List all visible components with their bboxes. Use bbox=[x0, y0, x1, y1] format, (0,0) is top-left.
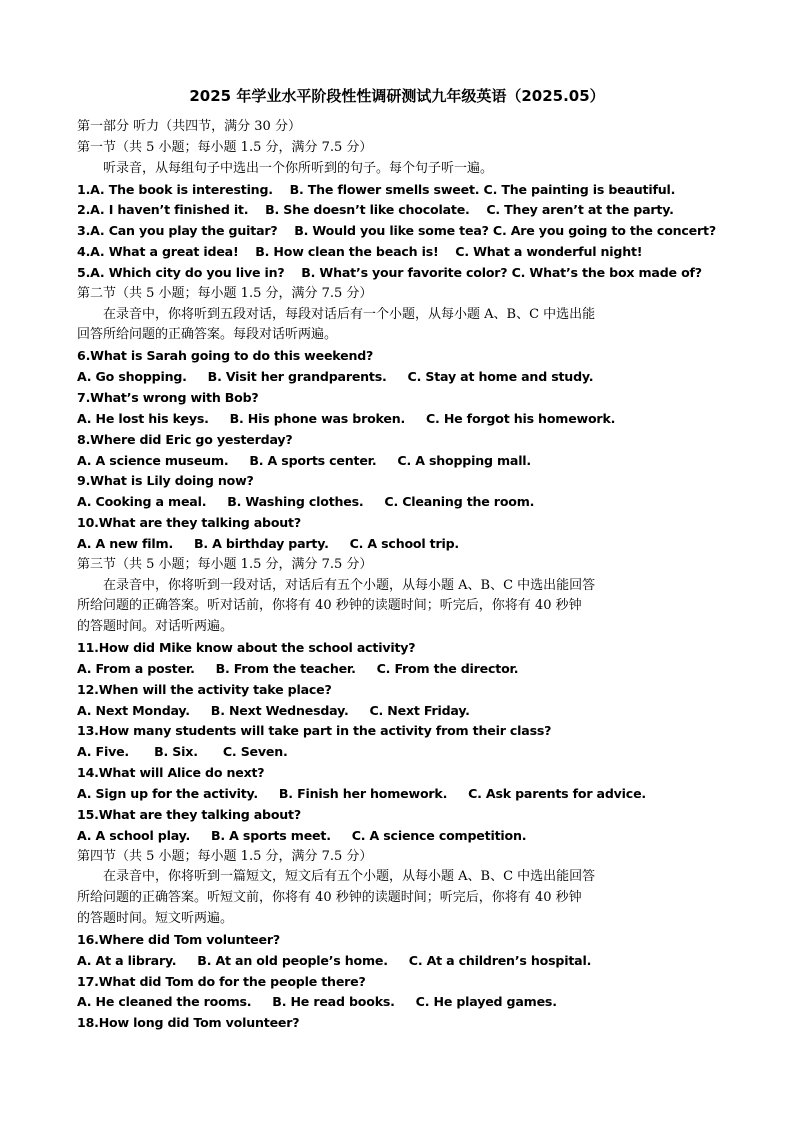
section4-instruction-line2: 所给问题的正确答案。听短文前，你将有 40 秒钟的读题时间；听完后，你将有 40 秒钟 bbox=[77, 890, 582, 906]
question-10: 10.What are they talking about? bbox=[77, 515, 301, 531]
question-7-options: A. He lost his keys. B. His phone was broken. C. He forgot his homework. bbox=[77, 410, 616, 426]
section3-instruction-line1: 在录音中，你将听到一段对话，对话后有五个小题，从每小题 A、B、C 中选出能回答 bbox=[103, 577, 596, 593]
question-14-options: A. Sign up for the activity. B. Finish her homework. C. Ask parents for advice. bbox=[77, 786, 646, 801]
item-5-options: 5.A. Which city do you live in? B. What’s your favorite color? C. What’s the box made of? bbox=[77, 264, 702, 280]
question-16-options: A. At a library. B. At an old people’s home. C. At a children’s hospital. bbox=[77, 952, 592, 968]
question-15: 15.What are they talking about? bbox=[77, 806, 301, 822]
section4-instruction-line3: 的答题时间。短文听两遍。 bbox=[77, 911, 234, 927]
question-13: 13.How many students will take part in the activity from their class? bbox=[77, 723, 552, 739]
question-17: 17.What did Tom do for the people there? bbox=[77, 973, 366, 989]
section4-instruction-line1: 在录音中，你将听到一篇短文，短文后有五个小题，从每小题 A、B、C 中选出能回答 bbox=[103, 869, 596, 885]
section2-heading: 第二节（共 5 小题；每小题 1.5 分，满分 7.5 分） bbox=[77, 285, 373, 301]
exam-content bbox=[77, 117, 720, 1034]
question-6: 6.What is Sarah going to do this weekend? bbox=[77, 348, 374, 364]
question-18: 18.How long did Tom volunteer? bbox=[77, 1015, 300, 1031]
section3-instruction-line2: 所给问题的正确答案。听对话前，你将有 40 秒钟的读题时间；听完后，你将有 40 秒钟 bbox=[77, 598, 582, 614]
question-9-options: A. Cooking a meal. B. Washing clothes. C. Cleaning the room. bbox=[77, 494, 535, 510]
section2-instruction-line1: 在录音中，你将听到五段对话，每段对话后有一个小题，从每小题 A、B、C 中选出能 bbox=[103, 306, 596, 322]
question-12-options: A. Next Monday. B. Next Wednesday. C. Next Friday. bbox=[77, 702, 470, 718]
question-8-options: A. A science museum. B. A sports center. C. A shopping mall. bbox=[77, 452, 532, 468]
question-10-options: A. A new film. B. A birthday party. C. A school trip. bbox=[77, 535, 460, 551]
question-6-options: A. Go shopping. B. Visit her grandparents. C. Stay at home and study. bbox=[77, 369, 594, 385]
question-14: 14.What will Alice do next? bbox=[77, 765, 265, 781]
question-13-options: A. Five. B. Six. C. Seven. bbox=[77, 744, 288, 760]
question-8: 8.Where did Eric go yesterday? bbox=[77, 431, 293, 447]
section1-instruction: 听录音，从每组句子中选出一个你所听到的句子。每个句子听一遍。 bbox=[103, 160, 494, 176]
question-9: 9.What is Lily doing now? bbox=[77, 473, 254, 489]
section2-instruction-line2: 回答所给问题的正确答案。每段对话听两遍。 bbox=[77, 327, 338, 343]
question-12: 12.When will the activity take place? bbox=[77, 681, 332, 697]
item-1-options: 1.A. The book is interesting. B. The flower smells sweet. C. The painting is beautiful. bbox=[77, 181, 676, 197]
section1-heading: 第一节（共 5 小题；每小题 1.5 分，满分 7.5 分） bbox=[77, 139, 373, 155]
section3-instruction-line3: 的答题时间。对话听两遍。 bbox=[77, 619, 234, 635]
question-17-options: A. He cleaned the rooms. B. He read books. C. He played games. bbox=[77, 994, 557, 1010]
section3-heading: 第三节（共 5 小题；每小题 1.5 分，满分 7.5 分） bbox=[77, 556, 373, 572]
item-4-options: 4.A. What a great idea! B. How clean the beach is! C. What a wonderful night! bbox=[77, 244, 643, 260]
part1-heading: 第一部分 听力（共四节，满分 30 分） bbox=[77, 119, 301, 134]
section4-heading: 第四节（共 5 小题；每小题 1.5 分，满分 7.5 分） bbox=[77, 848, 373, 864]
question-11: 11.How did Mike know about the school activity? bbox=[77, 640, 416, 656]
item-3-options: 3.A. Can you play the guitar? B. Would you like some tea? C. Are you going to the concert? bbox=[77, 223, 716, 239]
question-15-options: A. A school play. B. A sports meet. C. A science competition. bbox=[77, 827, 527, 843]
item-2-options: 2.A. I haven’t finished it. B. She doesn’t like chocolate. C. They aren’t at the party. bbox=[77, 202, 674, 218]
question-7: 7.What’s wrong with Bob? bbox=[77, 389, 259, 405]
question-16: 16.Where did Tom volunteer? bbox=[77, 931, 280, 947]
exam-title: 2025 年学业水平阶段性性调研测试九年级英语（2025.05） bbox=[189, 87, 605, 105]
question-11-options: A. From a poster. B. From the teacher. C. From the director. bbox=[77, 660, 519, 676]
